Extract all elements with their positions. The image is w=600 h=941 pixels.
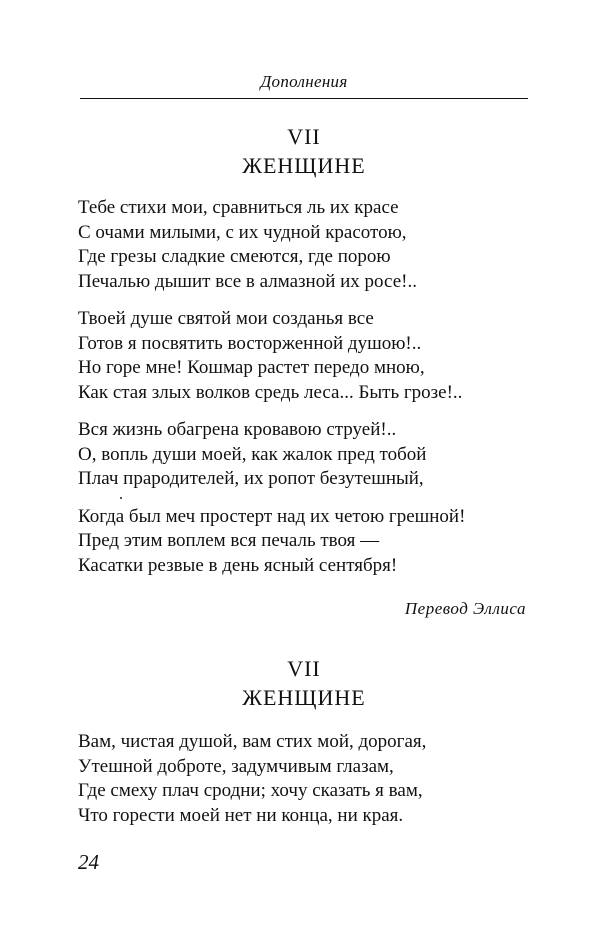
poem-1-title: ЖЕНЩИНЕ xyxy=(242,153,366,178)
verse-line: Печалью дышит все в алмазной их росе!.. xyxy=(78,270,417,292)
poem-2-title: ЖЕНЩИНЕ xyxy=(242,685,366,710)
verse-line: О, вопль души моей, как жалок пред тобой xyxy=(78,443,427,465)
print-speck xyxy=(120,497,122,499)
header-rule xyxy=(80,98,528,99)
poem-1-stanza-4 xyxy=(78,505,530,579)
verse-line: Вся жизнь обагрена кровавою струей!.. xyxy=(78,419,397,440)
page-number: 24 xyxy=(78,850,99,874)
poem-1-stanza-2 xyxy=(78,307,530,405)
verse-line: Что горести моей нет ни конца, ни края. xyxy=(78,804,404,826)
verse-line: Но горе мне! Кошмар растет передо мною, xyxy=(78,357,425,378)
poem-1-stanza-3 xyxy=(78,418,530,492)
poem-1-numeral: VII xyxy=(287,124,321,149)
poem-2-numeral: VII xyxy=(287,656,321,681)
verse-line: Вам, чистая душой, вам стих мой, дорогая, xyxy=(78,731,427,752)
verse-line: Касатки резвые в день ясный сентября! xyxy=(78,554,398,576)
running-head: Дополнения xyxy=(260,72,348,91)
verse-line: Где грезы сладкие смеются, где порою xyxy=(78,246,391,267)
verse-line: С очами милыми, с их чудной красотою, xyxy=(78,221,407,243)
verse-line: Твоей душе святой мои созданья все xyxy=(78,308,374,329)
verse-line: Готов я посвятить восторженной душою!.. xyxy=(78,332,422,354)
poem-1 xyxy=(78,124,530,620)
poem-1-stanza-1 xyxy=(78,196,530,294)
verse-line: Где смеху плач сродни; хочу сказать я вам, xyxy=(78,780,423,801)
verse-line: Как стая злых волков средь леса... Быть грозе!.. xyxy=(78,381,463,403)
poem-2 xyxy=(78,656,530,828)
translator-credit: Перевод Эллиса xyxy=(404,599,526,618)
verse-line: Плач прародителей, их ропот безутешный, xyxy=(78,468,424,489)
verse-line: Пред этим воплем вся печаль твоя — xyxy=(78,530,380,551)
verse-line: Тебе стихи мои, сравниться ль их красе xyxy=(78,197,399,218)
verse-line: Утешной доброте, задумчивым глазам, xyxy=(78,755,394,777)
poem-2-stanza-1 xyxy=(78,730,530,828)
verse-line: Когда был меч простерт над их четою грешной! xyxy=(78,505,466,527)
